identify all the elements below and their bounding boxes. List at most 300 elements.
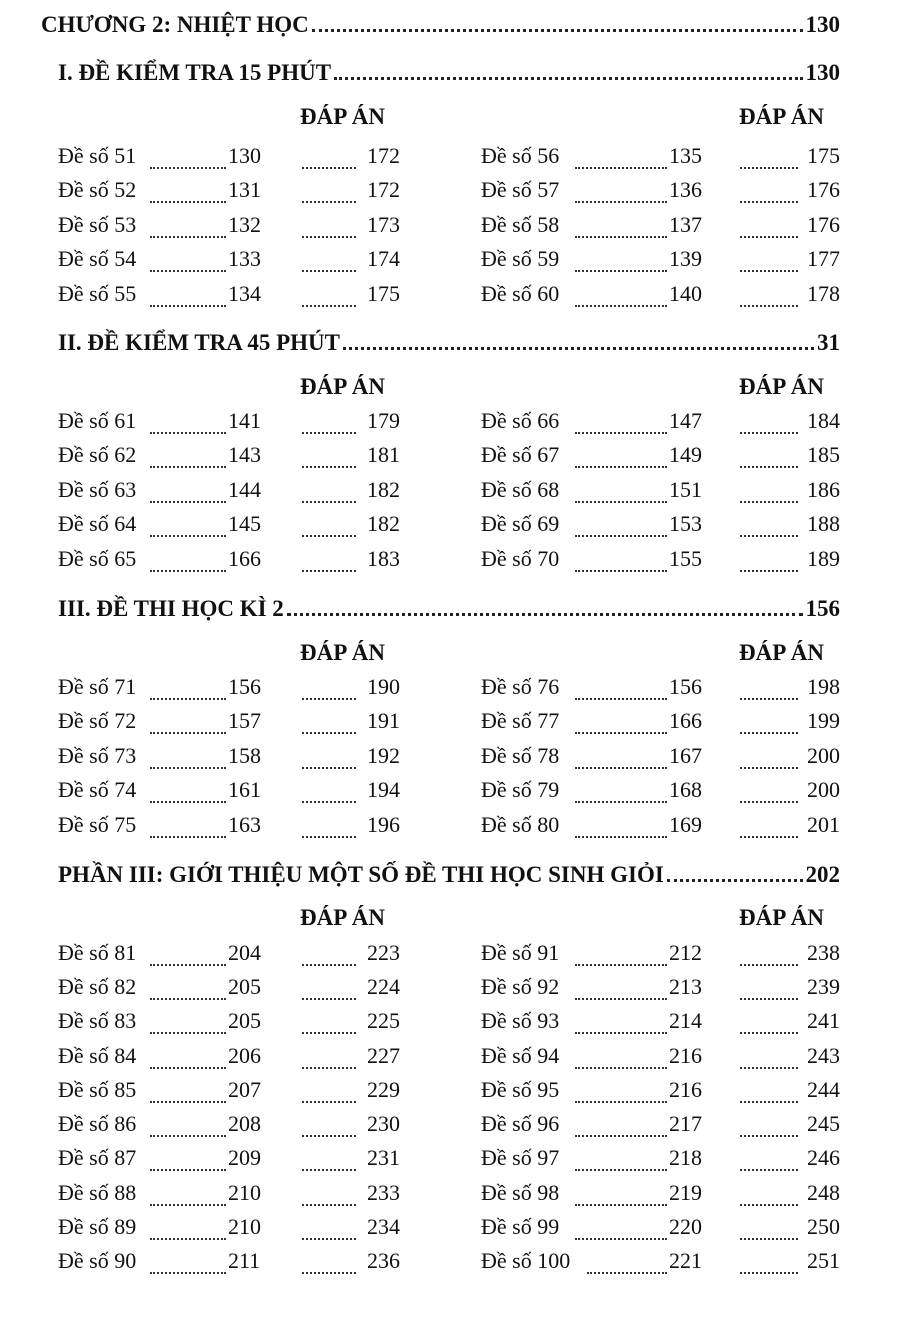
entry-page: 219 [669,1180,702,1205]
toc-entry[interactable] [481,1180,843,1210]
toc-entry[interactable] [481,974,843,1004]
leader-dots [150,442,226,468]
leader-dots [575,442,667,468]
section-heading[interactable] [58,52,840,86]
entry-answer-page: 201 [807,812,840,837]
leader-dots [575,974,667,1000]
toc-entry[interactable] [481,1111,843,1141]
entry-page: 158 [228,743,261,768]
entry-answer-page: 194 [367,777,400,802]
leader-dots [575,246,667,272]
entry-page: 204 [228,940,261,965]
toc-entry[interactable] [481,511,843,541]
toc-entry[interactable] [58,442,403,472]
answer-header-right: ĐÁP ÁN [739,104,824,129]
entry-label: Đề số 68 [481,477,560,502]
entry-page: 134 [228,281,261,306]
entry-answer-page: 190 [367,674,400,699]
entry-answer-page: 200 [807,777,840,802]
leader-dots [575,546,667,572]
entry-label: Đề số 90 [58,1248,137,1273]
leader-dots [575,1043,667,1069]
entry-page: 131 [228,177,261,202]
leader-dots [150,743,226,769]
answer-header-left: ĐÁP ÁN [300,374,385,399]
leader-dots [575,1008,667,1034]
toc-entry[interactable] [481,674,843,704]
leader-dots [150,1111,226,1137]
entry-answer-page: 178 [807,281,840,306]
entry-page: 153 [669,511,702,536]
entry-label: Đề số 82 [58,974,137,999]
entry-page: 139 [669,246,702,271]
toc-entry[interactable] [481,143,843,173]
leader-dots [312,29,803,32]
leader-dots [334,77,802,80]
leader-dots [740,1043,798,1069]
entry-label: Đề số 74 [58,777,137,802]
leader-dots [302,1180,356,1206]
entry-label: Đề số 100 [481,1248,571,1273]
entry-page: 156 [228,674,261,699]
answer-header-right: ĐÁP ÁN [739,640,824,665]
leader-dots [302,143,356,169]
leader-dots [150,708,226,734]
entry-answer-page: 248 [807,1180,840,1205]
entry-page: 151 [669,477,702,502]
leader-dots [667,879,803,882]
leader-dots [740,674,798,700]
leader-dots [740,812,798,838]
entry-page: 161 [228,777,261,802]
entry-label: Đề số 55 [58,281,137,306]
toc-entry[interactable] [481,408,843,438]
leader-dots [150,546,226,572]
entry-label: Đề số 80 [481,812,560,837]
leader-dots [150,408,226,434]
entry-page: 206 [228,1043,261,1068]
entry-page: 137 [669,212,702,237]
leader-dots [150,143,226,169]
leader-dots [575,477,667,503]
entry-label: Đề số 97 [481,1145,560,1170]
toc-entry[interactable] [481,246,843,276]
entry-label: Đề số 61 [58,408,137,433]
entry-answer-page: 185 [807,442,840,467]
entry-label: Đề số 65 [58,546,137,571]
entry-answer-page: 172 [367,177,400,202]
entry-page: 217 [669,1111,702,1136]
entry-answer-page: 174 [367,246,400,271]
leader-dots [740,743,798,769]
entry-page: 156 [669,674,702,699]
leader-dots [587,1248,667,1274]
leader-dots [302,408,356,434]
entry-answer-page: 233 [367,1180,400,1205]
leader-dots [575,1077,667,1103]
toc-entry[interactable] [58,477,403,507]
entry-label: Đề số 66 [481,408,560,433]
answer-header-right: ĐÁP ÁN [739,374,824,399]
entry-page: 136 [669,177,702,202]
leader-dots [740,1214,798,1240]
entry-page: 210 [228,1214,261,1239]
entry-page: 135 [669,143,702,168]
chapter-page: 130 [805,12,840,37]
entry-label: Đề số 56 [481,143,560,168]
toc-entry[interactable] [481,812,843,842]
toc-entry[interactable] [481,1077,843,1107]
entry-answer-page: 238 [807,940,840,965]
leader-dots [302,281,356,307]
toc-entry[interactable] [481,1008,843,1038]
entry-page: 212 [669,940,702,965]
leader-dots [302,1248,356,1274]
leader-dots [575,1145,667,1171]
entry-answer-page: 182 [367,477,400,502]
entry-page: 166 [669,708,702,733]
entry-label: Đề số 98 [481,1180,560,1205]
leader-dots [150,246,226,272]
leader-dots [302,674,356,700]
entry-answer-page: 189 [807,546,840,571]
leader-dots [302,708,356,734]
toc-entry[interactable] [58,1214,403,1244]
entry-page: 163 [228,812,261,837]
toc-entry[interactable] [58,674,403,704]
toc-entry[interactable] [58,408,403,438]
entry-answer-page: 188 [807,511,840,536]
leader-dots [740,974,798,1000]
entry-answer-page: 192 [367,743,400,768]
entry-page: 208 [228,1111,261,1136]
toc-entry[interactable] [481,708,843,738]
entry-page: 169 [669,812,702,837]
entry-label: Đề số 79 [481,777,560,802]
leader-dots [150,1077,226,1103]
leader-dots [302,777,356,803]
leader-dots [302,1043,356,1069]
leader-dots [150,1248,226,1274]
entry-label: Đề số 83 [58,1008,137,1033]
toc-entry[interactable] [58,974,403,1004]
leader-dots [150,974,226,1000]
entry-page: 213 [669,974,702,999]
toc-entry[interactable] [58,1145,403,1175]
entry-page: 147 [669,408,702,433]
leader-dots [575,1111,667,1137]
entry-answer-page: 251 [807,1248,840,1273]
entry-label: Đề số 72 [58,708,137,733]
entry-answer-page: 186 [807,477,840,502]
leader-dots [302,1145,356,1171]
entry-page: 132 [228,212,261,237]
entry-answer-page: 229 [367,1077,400,1102]
leader-dots [150,1214,226,1240]
entry-answer-page: 199 [807,708,840,733]
entry-page: 216 [669,1077,702,1102]
toc-entry[interactable] [58,777,403,807]
leader-dots [740,511,798,537]
toc-entry[interactable] [481,477,843,507]
entry-page: 157 [228,708,261,733]
leader-dots [302,477,356,503]
leader-dots [287,613,803,616]
entry-answer-page: 173 [367,212,400,237]
entry-answer-page: 196 [367,812,400,837]
entry-answer-page: 176 [807,177,840,202]
leader-dots [575,940,667,966]
entry-label: Đề số 75 [58,812,137,837]
entry-answer-page: 230 [367,1111,400,1136]
entry-label: Đề số 91 [481,940,560,965]
entry-answer-page: 176 [807,212,840,237]
entry-page: 140 [669,281,702,306]
leader-dots [302,546,356,572]
leader-dots [575,212,667,238]
entry-answer-page: 183 [367,546,400,571]
leader-dots [302,1214,356,1240]
entry-label: Đề số 53 [58,212,137,237]
leader-dots [740,777,798,803]
leader-dots [575,708,667,734]
toc-entry[interactable] [481,743,843,773]
entry-page: 211 [228,1248,261,1273]
entry-answer-page: 241 [807,1008,840,1033]
entry-label: Đề số 60 [481,281,560,306]
entry-label: Đề số 89 [58,1214,137,1239]
toc-entry[interactable] [481,212,843,242]
leader-dots [302,1111,356,1137]
entry-page: 214 [669,1008,702,1033]
entry-answer-page: 227 [367,1043,400,1068]
entry-page: 205 [228,974,261,999]
entry-label: Đề số 93 [481,1008,560,1033]
leader-dots [575,777,667,803]
answer-header-right: ĐÁP ÁN [739,905,824,930]
answer-header-left: ĐÁP ÁN [300,640,385,665]
leader-dots [740,1180,798,1206]
leader-dots [740,1008,798,1034]
entry-answer-page: 184 [807,408,840,433]
entry-label: Đề số 69 [481,511,560,536]
entry-label: Đề số 52 [58,177,137,202]
leader-dots [740,281,798,307]
entry-label: Đề số 86 [58,1111,137,1136]
leader-dots [740,1145,798,1171]
leader-dots [575,1214,667,1240]
entry-label: Đề số 87 [58,1145,137,1170]
leader-dots [740,546,798,572]
toc-entry[interactable] [481,177,843,207]
toc-entry[interactable] [58,1111,403,1141]
leader-dots [575,743,667,769]
leader-dots [740,212,798,238]
entry-answer-page: 225 [367,1008,400,1033]
entry-label: Đề số 73 [58,743,137,768]
entry-label: Đề số 57 [481,177,560,202]
entry-label: Đề số 78 [481,743,560,768]
entry-page: 167 [669,743,702,768]
leader-dots [575,674,667,700]
entry-answer-page: 243 [807,1043,840,1068]
leader-dots [150,674,226,700]
entry-answer-page: 191 [367,708,400,733]
entry-label: Đề số 71 [58,674,137,699]
toc-entry[interactable] [481,281,843,311]
leader-dots [302,743,356,769]
entry-answer-page: 223 [367,940,400,965]
leader-dots [575,177,667,203]
section-heading[interactable] [58,854,840,888]
leader-dots [575,511,667,537]
section-title: PHẦN III: GIỚI THIỆU MỘT SỐ ĐỀ THI HỌC SINH GIỎI [58,862,664,887]
entry-page: 145 [228,511,261,536]
entry-label: Đề số 92 [481,974,560,999]
toc-entry[interactable] [481,1248,843,1278]
entry-label: Đề số 58 [481,212,560,237]
section-title: III. ĐỀ THI HỌC KÌ 2 [58,596,284,621]
entry-answer-page: 198 [807,674,840,699]
section-title: II. ĐỀ KIỂM TRA 45 PHÚT [58,330,341,355]
leader-dots [740,408,798,434]
entry-label: Đề số 63 [58,477,137,502]
leader-dots [150,511,226,537]
entry-answer-page: 200 [807,743,840,768]
leader-dots [302,812,356,838]
entry-label: Đề số 99 [481,1214,560,1239]
entry-page: 209 [228,1145,261,1170]
entry-page: 168 [669,777,702,802]
entry-answer-page: 245 [807,1111,840,1136]
toc-entry[interactable] [58,212,403,242]
leader-dots [575,143,667,169]
leader-dots [740,246,798,272]
entry-answer-page: 177 [807,246,840,271]
leader-dots [150,281,226,307]
toc-entry[interactable] [58,940,403,970]
entry-answer-page: 246 [807,1145,840,1170]
entry-page: 144 [228,477,261,502]
leader-dots [740,477,798,503]
leader-dots [150,1145,226,1171]
entry-label: Đề số 84 [58,1043,137,1068]
section-page: 130 [805,60,840,85]
leader-dots [150,1043,226,1069]
leader-dots [150,177,226,203]
leader-dots [575,281,667,307]
answer-header-left: ĐÁP ÁN [300,104,385,129]
toc-entry[interactable] [58,143,403,173]
toc-entry[interactable] [58,1077,403,1107]
entry-answer-page: 179 [367,408,400,433]
leader-dots [343,347,814,350]
toc-entry[interactable] [481,1214,843,1244]
entry-answer-page: 172 [367,143,400,168]
entry-label: Đề số 95 [481,1077,560,1102]
toc-entry[interactable] [58,1043,403,1073]
toc-entry[interactable] [58,281,403,311]
entry-answer-page: 181 [367,442,400,467]
section-page: 31 [817,330,840,355]
leader-dots [575,812,667,838]
leader-dots [302,974,356,1000]
leader-dots [302,246,356,272]
toc-entry[interactable] [58,246,403,276]
toc-entry[interactable] [481,940,843,970]
toc-entry[interactable] [481,1145,843,1175]
entry-page: 130 [228,143,261,168]
entry-answer-page: 236 [367,1248,400,1273]
toc-entry[interactable] [481,1043,843,1073]
leader-dots [302,940,356,966]
leader-dots [740,708,798,734]
entry-answer-page: 175 [807,143,840,168]
toc-entry[interactable] [481,546,843,576]
leader-dots [302,1077,356,1103]
leader-dots [575,408,667,434]
entry-label: Đề số 96 [481,1111,560,1136]
entry-answer-page: 175 [367,281,400,306]
entry-page: 207 [228,1077,261,1102]
leader-dots [150,477,226,503]
toc-entry[interactable] [58,546,403,576]
section-heading[interactable] [58,322,840,356]
toc-entry[interactable] [481,442,843,472]
entry-page: 155 [669,546,702,571]
entry-page: 220 [669,1214,702,1239]
toc-entry[interactable] [58,511,403,541]
entry-answer-page: 234 [367,1214,400,1239]
leader-dots [740,940,798,966]
entry-answer-page: 224 [367,974,400,999]
entry-label: Đề số 51 [58,143,137,168]
chapter-heading[interactable] [41,4,840,38]
leader-dots [740,143,798,169]
section-heading[interactable] [58,588,840,622]
entry-label: Đề số 88 [58,1180,137,1205]
entry-page: 210 [228,1180,261,1205]
toc-entry[interactable] [58,812,403,842]
section-title: I. ĐỀ KIỂM TRA 15 PHÚT [58,60,332,85]
entry-answer-page: 231 [367,1145,400,1170]
entry-page: 218 [669,1145,702,1170]
entry-label: Đề số 81 [58,940,137,965]
leader-dots [150,1180,226,1206]
leader-dots [150,812,226,838]
entry-label: Đề số 67 [481,442,560,467]
leader-dots [150,940,226,966]
entry-page: 216 [669,1043,702,1068]
toc-entry[interactable] [481,777,843,807]
leader-dots [740,1077,798,1103]
toc-entry[interactable] [58,743,403,773]
toc-entry[interactable] [58,1180,403,1210]
entry-label: Đề số 62 [58,442,137,467]
leader-dots [302,442,356,468]
toc-entry[interactable] [58,708,403,738]
entry-answer-page: 182 [367,511,400,536]
toc-entry[interactable] [58,177,403,207]
toc-entry[interactable] [58,1248,403,1278]
entry-label: Đề số 94 [481,1043,560,1068]
toc-entry[interactable] [58,1008,403,1038]
entry-answer-page: 239 [807,974,840,999]
entry-label: Đề số 59 [481,246,560,271]
entry-label: Đề số 64 [58,511,137,536]
entry-label: Đề số 77 [481,708,560,733]
leader-dots [740,442,798,468]
